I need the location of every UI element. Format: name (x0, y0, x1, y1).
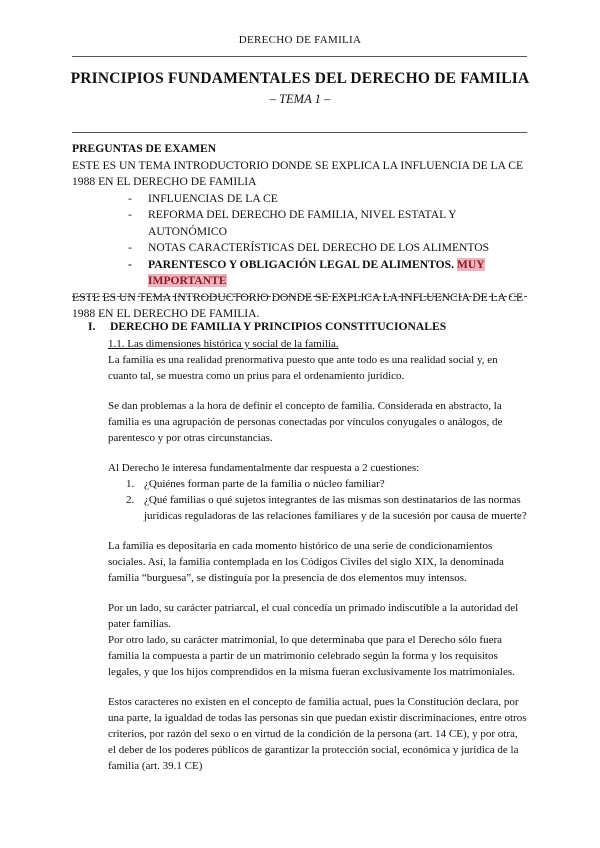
question-item: 2. ¿Qué familias o qué sujetos integrantes de las mismas son destinatarios de las normas jurídicas reguladoras de las relaciones familiares y de la sucesión por causa de muerte? (126, 494, 527, 522)
important-highlight: MUY IMPORTANTE (148, 257, 485, 287)
question-item: 1. ¿Quiénes forman parte de la familia o núcleo familiar? (126, 478, 385, 490)
exam-topic-list (72, 191, 532, 290)
exam-topic-item: - NOTAS CARACTERÍSTICAS DEL DERECHO DE LOS ALIMENTOS (128, 241, 490, 254)
paragraph: Estos caracteres no existen en el concepto de familia actual, pues la Constitución declara, por una parte, la igualdad de todas las personas sin que puedan existir discriminaciones, entre otros criterios, por razón del sexo o en virtud de la condición de la persona (art. 14 CE), y por otra, el deber de los poderes públicos de garantizar la protección social, económica y jurídica de la familia (art. 39.1 CE) (108, 696, 527, 772)
exam-topic-item-important: - PARENTESCO Y OBLIGACIÓN LEGAL DE ALIMENTOS. MUY IMPORTANTE (128, 257, 485, 287)
exam-topic-item: - REFORMA DEL DERECHO DE FAMILIA, NIVEL ESTATAL Y AUTONÓMICO (128, 208, 457, 238)
document-subtitle: – TEMA 1 – (269, 92, 331, 106)
running-header: DERECHO DE FAMILIA (238, 34, 362, 46)
exam-topic-item: - INFLUENCIAS DE LA CE (128, 191, 278, 205)
section-title: DERECHO DE FAMILIA Y PRINCIPIOS CONSTITUCIONALES (110, 320, 447, 333)
section-heading (88, 320, 446, 333)
exam-intro: ESTE ES UN TEMA INTRODUCTORIO DONDE SE EXPLICA LA INFLUENCIA DE LA CE 1988 EN EL DERECHO DE FAMILIA (72, 158, 524, 188)
paragraph: Por otro lado, su carácter matrimonial, lo que determinaba que para el Derecho sólo fuera familia la compuesta a partir de un matrimonio celebrado según la forma y los requisitos legales, y que los hijos comprendidos en la misma fueran exclusivamente los matrimoniales. (108, 634, 515, 678)
dashed-separator (72, 296, 527, 297)
document-title: PRINCIPIOS FUNDAMENTALES DEL DERECHO DE FAMILIA (70, 70, 530, 87)
paragraph: Se dan problemas a la hora de definir el concepto de familia. Considerada en abstracto, la familia es una agrupación de personas conectadas por vínculos conyugales o análogos, de parentesco y por otras circunstancias. (108, 400, 503, 444)
question-list (108, 476, 528, 524)
section-number: I. (88, 320, 96, 333)
paragraph: Por un lado, su carácter patriarcal, el cual concedía un primado indiscutible a la autoridad del pater familias. (108, 602, 519, 630)
paragraph: Al Derecho le interesa fundamentalmente dar respuesta a 2 cuestiones: (108, 462, 420, 474)
exam-heading: PREGUNTAS DE EXAMEN (72, 142, 217, 155)
paragraph: La familia es una realidad prenormativa puesto que ante todo es una realidad social y, en cuanto tal, se muestra como un prius para el ordenamiento jurídico. (108, 354, 498, 382)
subsection-heading: 1.1. Las dimensiones histórica y social de la familia. (108, 338, 339, 350)
paragraph: La familia es depositaria en cada momento histórico de una serie de condicionamientos sociales. Así, la familia contemplada en los Códigos Civiles del siglo XIX, la denominada familia “burguesa”, se distinguía por la presencia de dos elementos muy intensos. (108, 540, 504, 584)
header-rule (72, 56, 527, 57)
section-body (108, 336, 528, 774)
title-rule (72, 132, 527, 133)
exam-outro: ESTE ES UN TEMA INTRODUCTORIO DONDE SE EXPLICA LA INFLUENCIA DE LA CE 1988 EN EL DERECHO DE FAMILIA. (72, 290, 524, 320)
